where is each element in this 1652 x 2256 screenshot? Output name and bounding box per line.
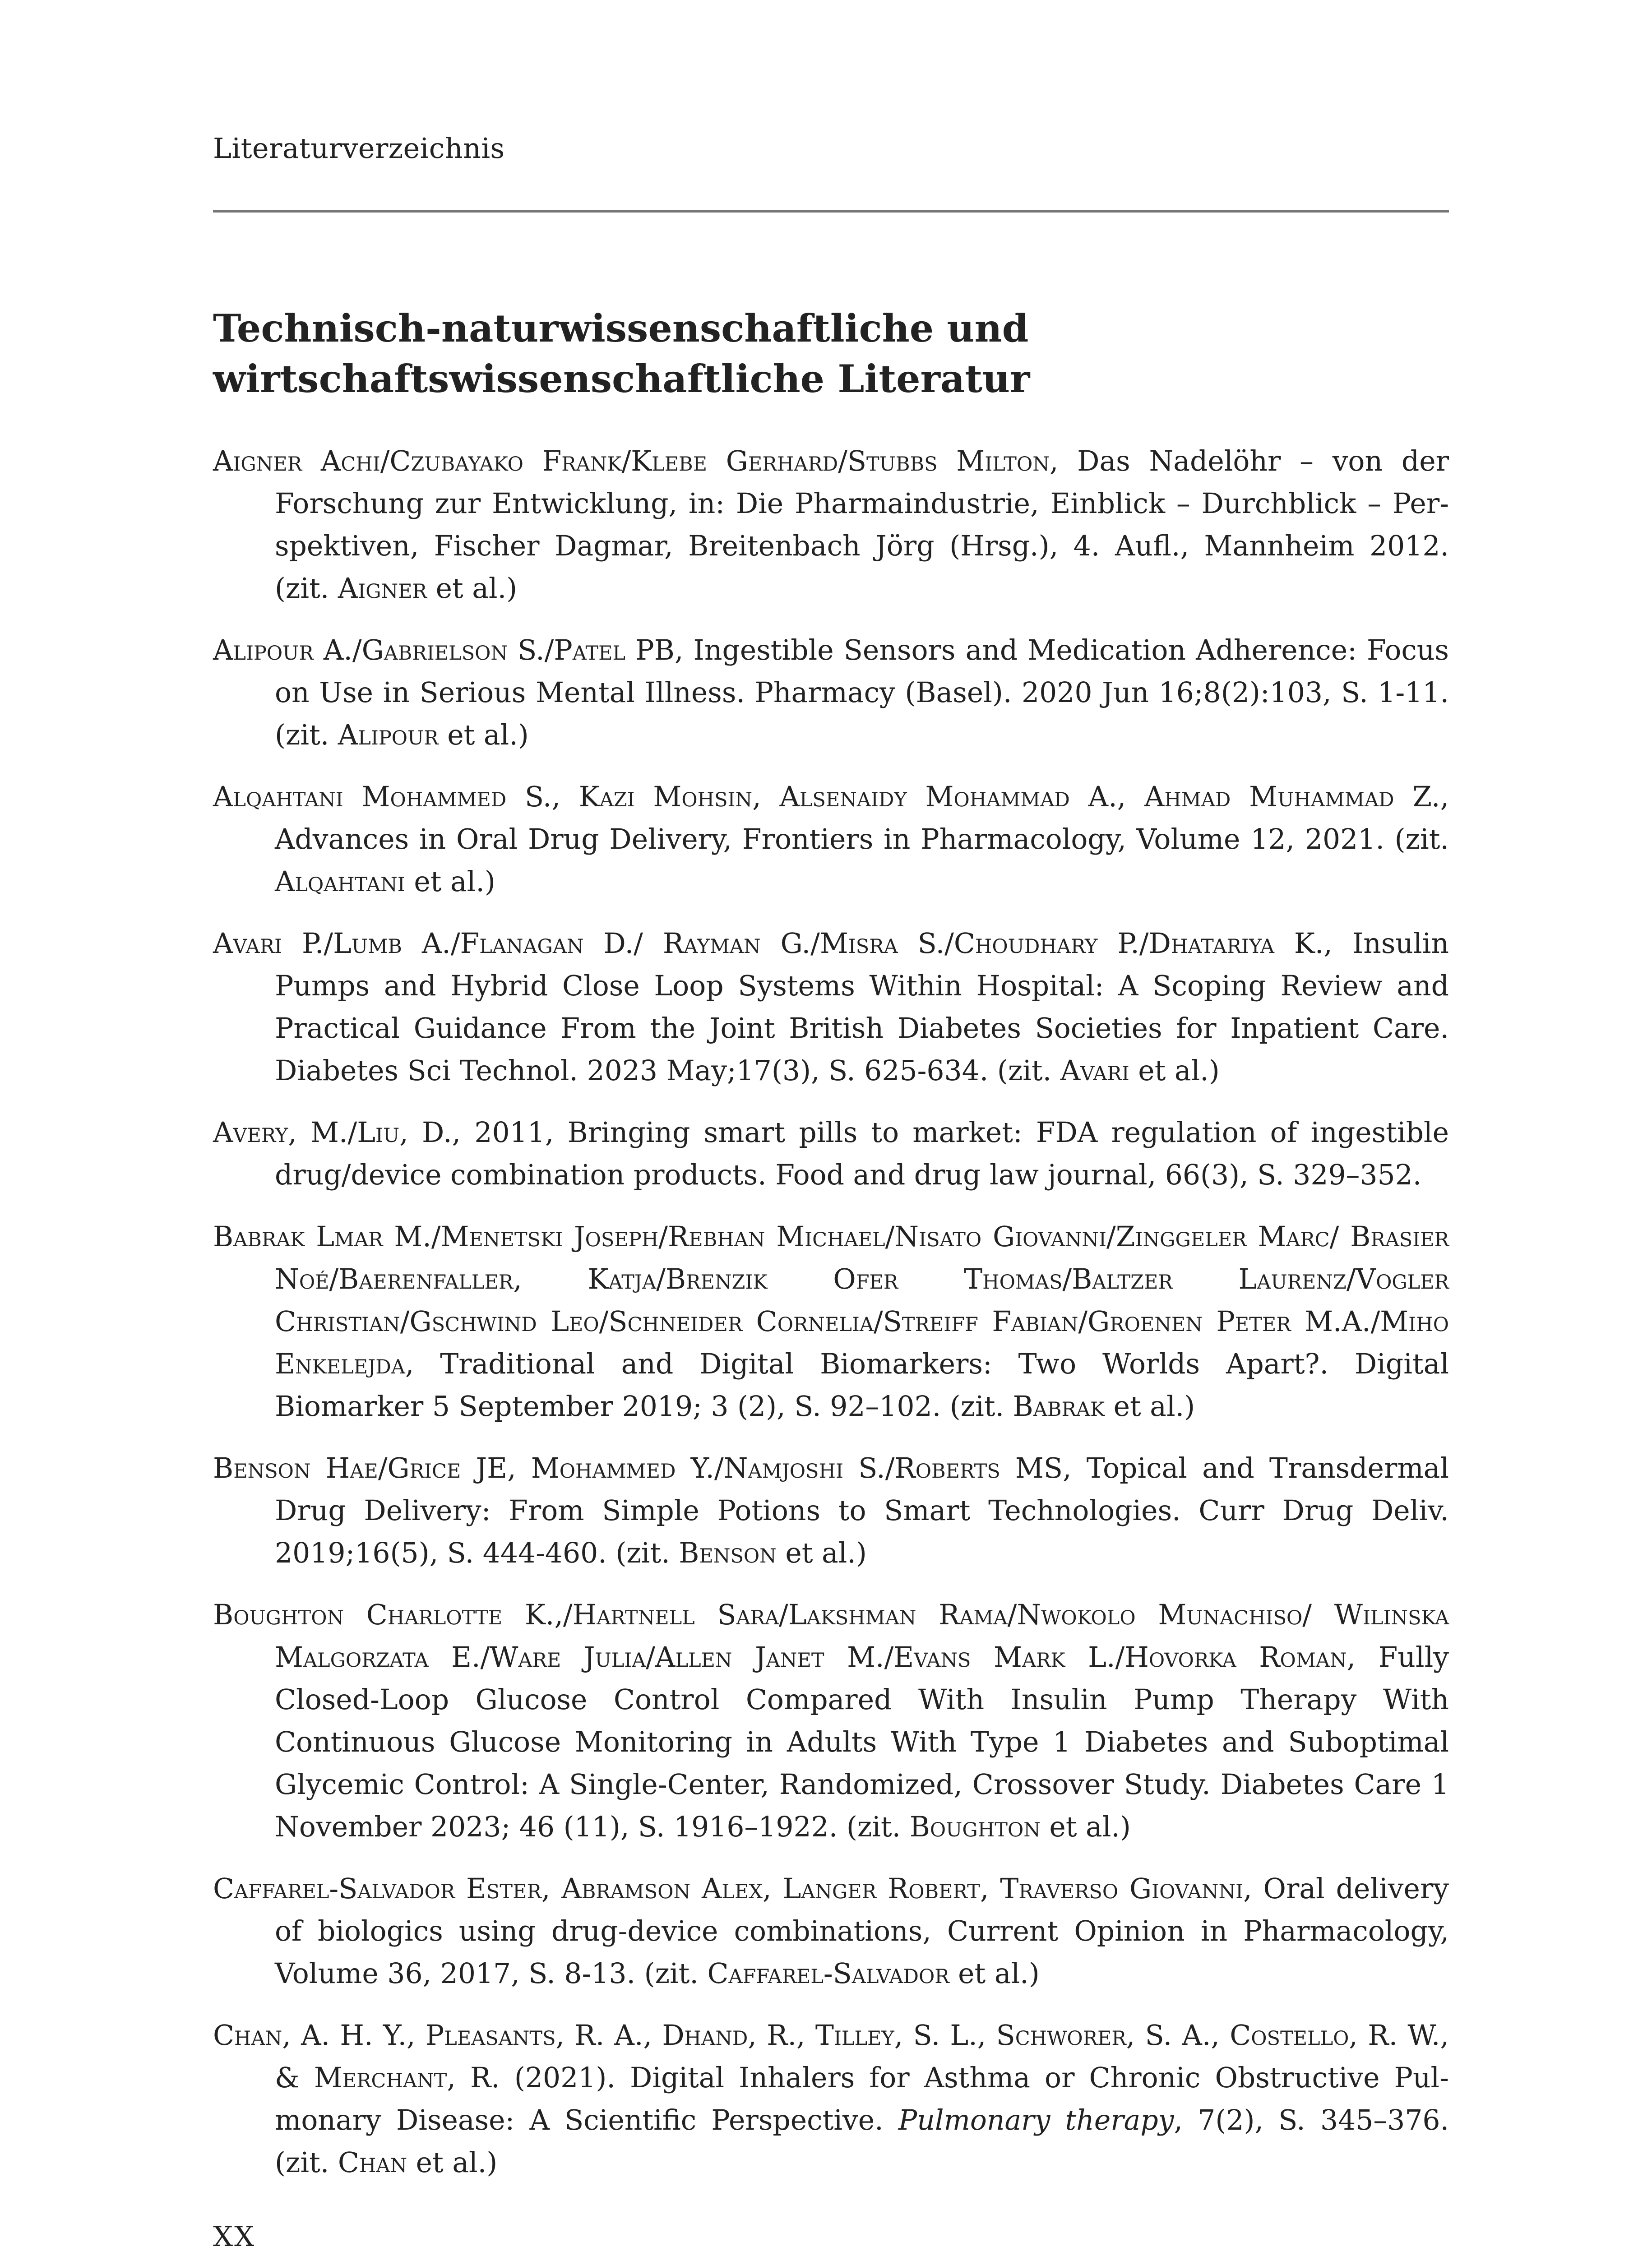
reference-list	[213, 440, 1449, 2203]
reference-authors: Avari P./Lumb A./Flanagan D./ Rayman G./Misra S./Choudhary P./Dhatariya K.	[213, 927, 1324, 960]
reference-entry	[213, 440, 1449, 610]
reference-text: , Fully Closed-Loop Glucose Control Compared With Insulin Pump Therapy With Continuous Glucose Monitoring in Adults With Type 1 Diabetes and Suboptimal Glycemic Control: A Single-Center, Randomized, Crossover Study. Diabetes Care 1 November 2023; 46 (11), S. 1916–1922. (zit.	[275, 1641, 1449, 1843]
reference-authors: Aigner Achi/Czubayako Frank/Klebe Gerhard/Stubbs Milton	[213, 445, 1050, 477]
reference-tail: et al.)	[776, 1537, 867, 1569]
reference-text: (2021). Digital Inhalers for Asthma or Chronic Obstructive Pulmonary Disease: A Scientific Perspective.	[275, 2062, 1449, 2136]
reference-authors: Chan, A. H. Y., Pleasants, R. A., Dhand, R., Tilley, S. L., Schworer, S. A., Costello, R. W., & Merchant, R.	[213, 2019, 1449, 2094]
reference-cite-key: Alqahtani	[275, 865, 405, 898]
reference-tail: et al.)	[949, 1957, 1040, 1990]
reference-entry	[213, 2014, 1449, 2184]
reference-cite-key: Aigner	[338, 572, 427, 605]
reference-entry	[213, 922, 1449, 1092]
reference-journal: Pulmonary therapy	[898, 2104, 1174, 2136]
reference-tail: et al.)	[1040, 1811, 1131, 1843]
reference-entry	[213, 1868, 1449, 1995]
reference-authors: Benson Hae/Grice JE, Mohammed Y./Namjoshi S./Roberts MS	[213, 1452, 1063, 1484]
reference-tail: et al.)	[438, 719, 529, 751]
section-title-line-1: Technisch-naturwissenschaftliche und	[213, 306, 1029, 351]
reference-cite-key: Avari	[1060, 1054, 1129, 1087]
reference-text: , Das Nadelöhr – von der Forschung zur Entwicklung, in: Die Pharmaindustrie, Einblick – Durchblick – Perspektiven, Fischer Dagmar, Breitenbach Jörg (Hrsg.), 4. Aufl., Mannheim 2012. (zit.	[275, 445, 1449, 605]
reference-entry	[213, 1216, 1449, 1428]
reference-entry	[213, 1594, 1449, 1848]
reference-text-continued: , 7(2), S. 345–376. (zit.	[275, 2104, 1449, 2179]
reference-entry	[213, 1447, 1449, 1574]
section-title	[213, 303, 1449, 404]
reference-tail: et al.)	[407, 2146, 498, 2179]
reference-cite-key: Chan	[338, 2146, 407, 2179]
reference-authors: Boughton Charlotte K.,/Hartnell Sara/Lakshman Rama/Nwokolo Munachiso/ Wilinska Malgorzata E./Ware Julia/Allen Janet M./Evans Mark L./Hovorka Roman	[213, 1599, 1449, 1674]
reference-text: , Insulin Pumps and Hybrid Close Loop Systems Within Hospital: A Scoping Review and Practical Guidance From the Joint British Diabetes Societies for Inpatient Care. Diabetes Sci Technol. 2023 May;17(3), S. 625-634. (zit.	[275, 927, 1449, 1087]
reference-cite-key: Boughton	[909, 1811, 1041, 1843]
reference-cite-key: Alipour	[338, 719, 439, 751]
section-title-line-2: wirtschaftswissenschaftliche Literatur	[213, 356, 1030, 401]
reference-authors: Alipour A./Gabrielson S./Patel PB	[213, 634, 675, 666]
reference-tail: et al.)	[1105, 1390, 1195, 1423]
reference-text: , 2011, Bringing smart pills to market: FDA regulation of ingestible drug/device combination products. Food and drug law journal, 66(3), S. 329–352.	[275, 1116, 1449, 1191]
page-number: XX	[213, 2220, 256, 2253]
reference-cite-key: Caffarel-Salvador	[707, 1957, 949, 1990]
reference-tail: et al.)	[1129, 1054, 1220, 1087]
reference-authors: Alqahtani Mohammed S., Kazi Mohsin, Alsenaidy Mohammad A., Ahmad Muhammad Z.	[213, 781, 1440, 813]
reference-cite-key: Babrak	[1013, 1390, 1105, 1423]
reference-entry	[213, 776, 1449, 903]
reference-text: , Traditional and Digital Biomarkers: Two Worlds Apart?. Digital Biomarker 5 September 2019; 3 (2), S. 92–102. (zit.	[275, 1348, 1449, 1423]
reference-text: , Topical and Transdermal Drug Delivery: From Simple Potions to Smart Technologies. Curr Drug Deliv. 2019;16(5), S. 444-460. (zit.	[275, 1452, 1449, 1569]
reference-text: , Oral delivery of biologics using drug-device combinations, Current Opinion in Pharmacology, Volume 36, 2017, S. 8-13. (zit.	[275, 1872, 1449, 1990]
reference-authors: Babrak Lmar M./Menetski Joseph/Rebhan Michael/Nisato Giovanni/Zinggeler Marc/ Brasier Noé/Baerenfaller, Katja/Brenzik Ofer Thomas/Baltzer Laurenz/Vogler Christian/Gschwind Leo/Schneider Cornelia/Streiff Fabian/Groenen Peter M.A./Miho Enkelejda	[213, 1220, 1449, 1380]
reference-entry	[213, 629, 1449, 756]
reference-authors: Avery, M./Liu, D.	[213, 1116, 452, 1149]
header-divider	[213, 210, 1449, 213]
reference-cite-key: Benson	[679, 1537, 777, 1569]
reference-entry	[213, 1111, 1449, 1196]
reference-text: , Advances in Oral Drug Delivery, Frontiers in Pharmacology, Volume 12, 2021. (zit.	[275, 781, 1449, 855]
reference-text: , Ingestible Sensors and Medication Adherence: Focus on Use in Serious Mental Illness. Pharmacy (Basel). 2020 Jun 16;8(2):103, S. 1-11. (zit.	[275, 634, 1449, 751]
reference-tail: et al.)	[427, 572, 518, 605]
reference-authors: Caffarel-Salvador Ester, Abramson Alex, Langer Robert, Traverso Giovanni	[213, 1872, 1244, 1905]
running-header: Literaturverzeichnis	[213, 132, 505, 165]
reference-tail: et al.)	[405, 865, 495, 898]
